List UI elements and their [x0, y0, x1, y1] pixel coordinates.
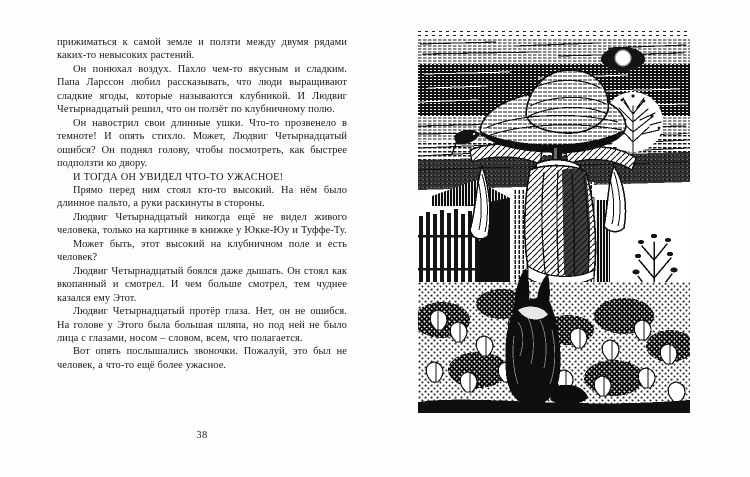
- paragraph: Он понюхал воздух. Пахло чем-то вкусным и сладким. Папа Ларссон любил рассказывать, что люди выращивают сладкие ягоды, которые называются клубникой. И Людвиг Четырнадцатый решил, что он ползёт по клубничному полю.: [57, 63, 347, 116]
- paragraph: Людвиг Четырнадцатый протёр глаза. Нет, он не ошибся. На голове у Этого была большая шляпа, но под ней не было лица с глазами, носом – словом, всем, что полагается.: [57, 306, 347, 344]
- moon-icon: [601, 47, 645, 71]
- body-text-column: [57, 36, 347, 372]
- paragraph: Людвиг Четырнадцатый боялся даже дышать. Он стоял как вкопанный и смотрел. И чем больше смотрел, тем чуднее казался ему Этот.: [57, 265, 347, 304]
- picket-fence: [418, 206, 480, 292]
- scarecrow-coat: [525, 166, 596, 286]
- paragraph: Вот опять послышались звоночки. Пожалуй, это был не человек, а что-то ещё более ужасное.: [57, 346, 347, 371]
- paragraph: Может быть, этот высокий на клубничном поле и есть человек?: [57, 238, 347, 264]
- paragraph-emphasis: И ТОГДА ОН УВИДЕЛ ЧТО-ТО УЖАСНОЕ!: [73, 171, 284, 183]
- paragraph: Прямо перед ним стоял кто-то высокий. На нём было длинное пальто, а руки раскинуты в стороны.: [57, 184, 347, 210]
- paragraph: Он навострил свои длинные ушки. Что-то прозвенело в темноте! И опять стихло. Может, Людвиг Четырнадцатый ошибся? Он поднял голову, чтобы посмотреть, как быстрее подползти ко двору.: [57, 117, 347, 170]
- page-number: 38: [196, 430, 208, 441]
- scarecrow-illustration: [418, 30, 690, 413]
- paragraph: прижиматься к самой земле и ползти между двумя рядами каких-то невысоких растений.: [57, 37, 347, 62]
- paragraph: Людвиг Четырнадцатый никогда ещё не видел живого человека, только на картинке в книжке у Юкке-Юу и Туффе-Ту.: [57, 211, 347, 237]
